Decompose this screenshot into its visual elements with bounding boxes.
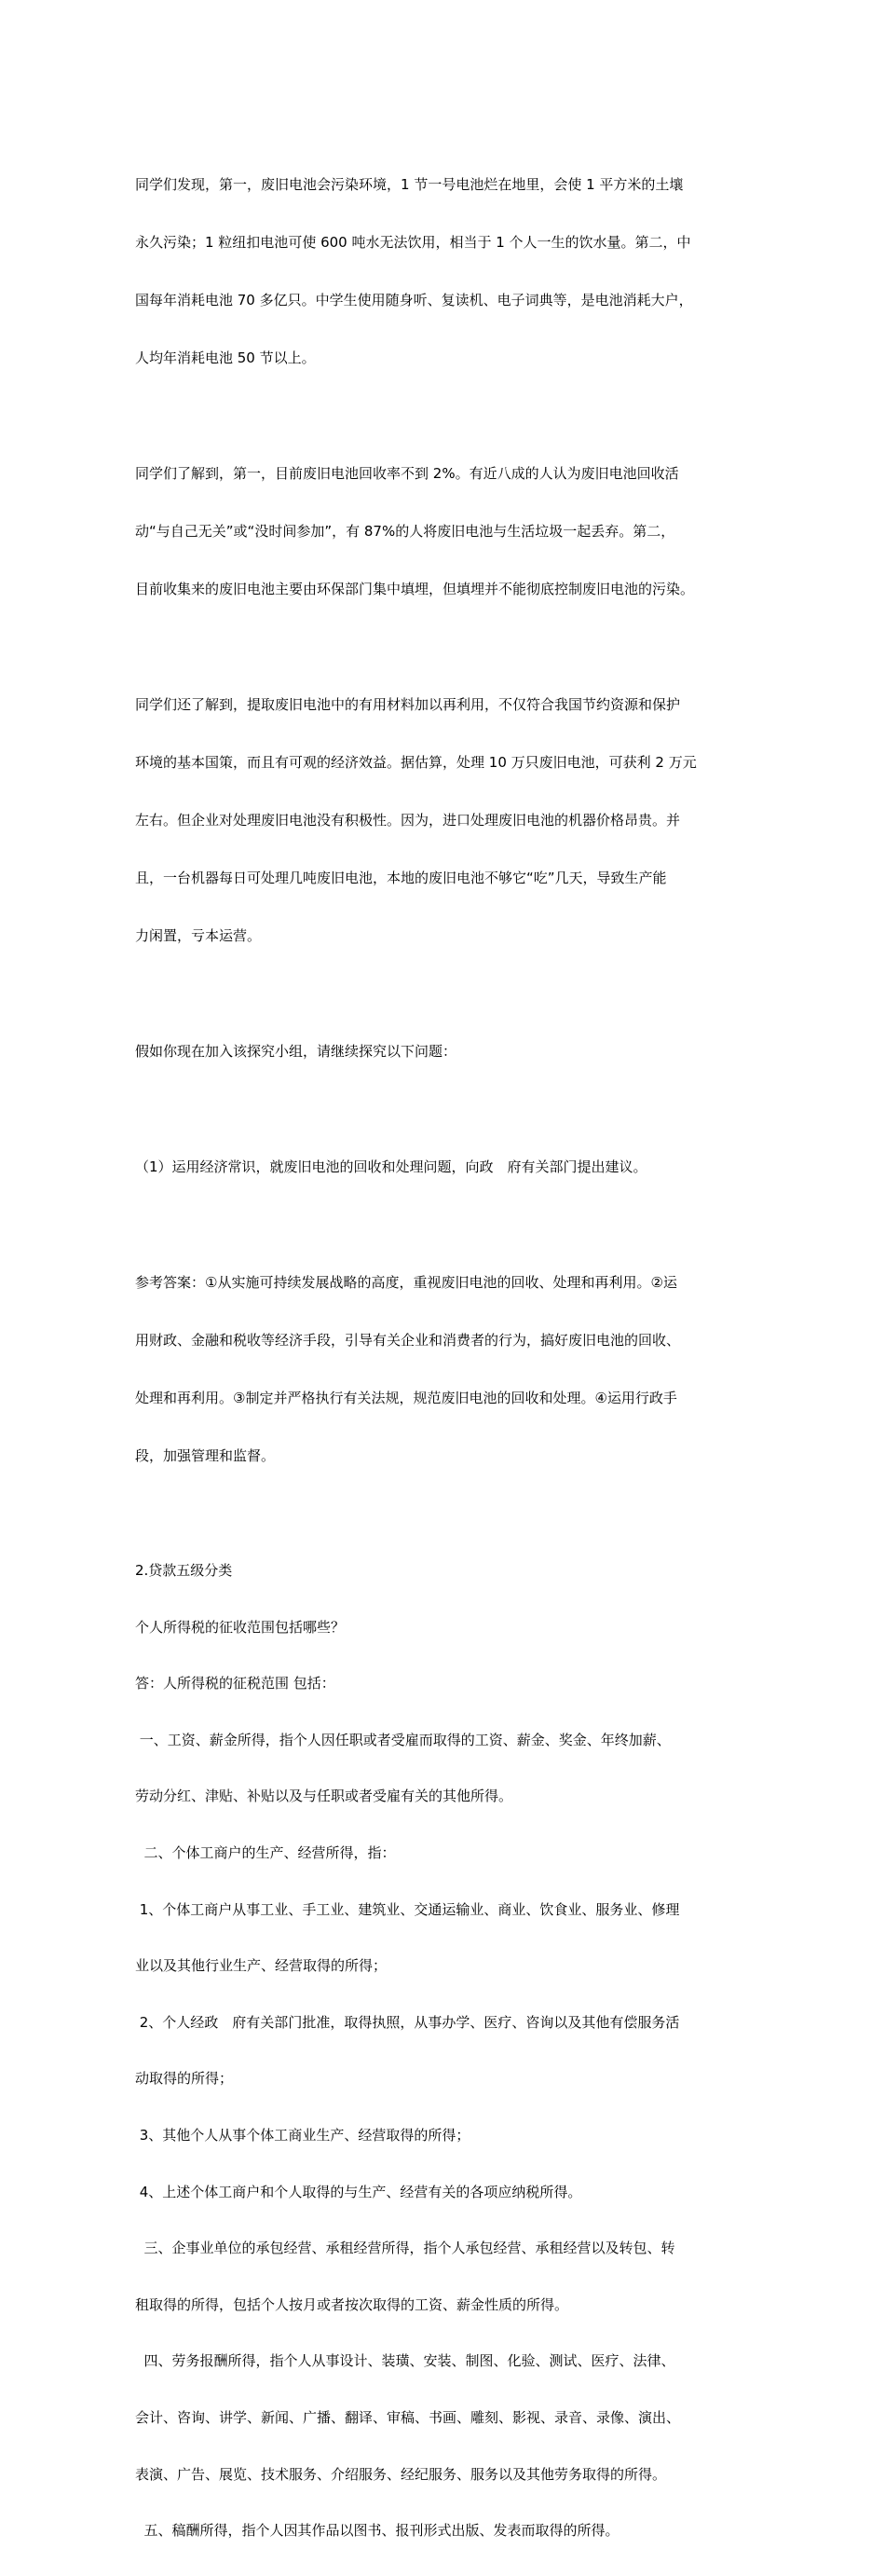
- text-line: 1、个体工商户从事工业、手工业、建筑业、交通运输业、商业、饮食业、服务业、修理: [135, 1900, 680, 1918]
- text-line: 租取得的所得，包括个人按月或者按次取得的工资、薪金性质的所得。: [135, 2295, 569, 2313]
- paragraph-question: [135, 1121, 755, 1213]
- paragraph-recycling-rate: [135, 428, 755, 635]
- text-line: 动取得的所得；: [135, 2070, 234, 2088]
- text-line: 国每年消耗电池 70 多亿只。中学生使用随身听、复读机、电子词典等，是电池消耗大户，: [135, 292, 693, 308]
- text-line: 二、个体工商户的生产、经营所得，指：: [135, 1843, 396, 1861]
- text-line: 4、上述个体工商户和个人取得的与生产、经营有关的各项应纳税所得。: [135, 2183, 582, 2200]
- document-body: [135, 139, 755, 2576]
- text-line: 同学们还了解到，提取废旧电池中的有用材料加以再利用，不仅符合我国节约资源和保护: [135, 696, 681, 713]
- text-line: 3、其他个人从事个体工商业生产、经营取得的所得；: [135, 2126, 470, 2144]
- text-line: 一、工资、薪金所得，指个人因任职或者受雇而取得的工资、薪金、奖金、年终加薪、: [135, 1731, 671, 1748]
- text-line: 环境的基本国策，而且有可观的经济效益。据估算，处理 10 万只废旧电池，可获利 2 万元: [135, 754, 697, 771]
- paragraph-findings: [135, 139, 755, 404]
- text-line: 处理和再利用。③制定并严格执行有关法规，规范废旧电池的回收和处理。④运用行政手: [135, 1390, 677, 1406]
- answer-line: 答：人所得税的征税范围 包括：: [135, 1675, 335, 1692]
- text-line: 用财政、金融和税收等经济手段，引导有关企业和消费者的行为，搞好废旧电池的回收、: [135, 1332, 681, 1349]
- text-line: 表演、广告、展览、技术服务、介绍服务、经纪服务、服务以及其他劳务取得的所得。: [135, 2465, 667, 2483]
- text-line: 力闲置，亏本运营。: [135, 927, 262, 944]
- text-line: 五、稿酬所得，指个人因其作品以图书、报刊形式出版、发表而取得的所得。: [135, 2522, 620, 2540]
- text-line: 假如你现在加入该探究小组，请继续探究以下问题：: [135, 1043, 457, 1060]
- text-line: 左右。但企业对处理废旧电池没有积极性。因为，进口处理废旧电池的机器价格昂贵。并: [135, 812, 681, 829]
- paragraph-prompt: [135, 1006, 755, 1097]
- paragraph-reference-answer: [135, 1237, 755, 1501]
- text-line: 参考答案：①从实施可持续发展战略的高度，重视废旧电池的回收、处理和再利用。②运: [135, 1274, 677, 1291]
- text-line: 会计、咨询、讲学、新闻、广播、翻译、审稿、书画、雕刻、影视、录音、录像、演出、: [135, 2408, 681, 2426]
- question-line: 个人所得税的征收范围包括哪些？: [135, 1618, 346, 1636]
- text-line: 同学们发现，第一，废旧电池会污染环境，1 节一号电池烂在地里，会使 1 平方米的土壤: [135, 176, 684, 193]
- text-line: 业以及其他行业生产、经营取得的所得；: [135, 1957, 388, 1975]
- text-line: 人均年消耗电池 50 节以上。: [135, 349, 316, 366]
- text-line: 且，一台机器每日可处理几吨废旧电池，本地的废旧电池不够它“吃”几天，导致生产能: [135, 870, 667, 886]
- text-line: 2、个人经政 府有关部门批准，取得执照，从事办学、医疗、咨询以及其他有偿服务活: [135, 2013, 680, 2031]
- text-line: 目前收集来的废旧电池主要由环保部门集中填埋，但填埋并不能彻底控制废旧电池的污染。: [135, 581, 695, 597]
- text-line: 三、企事业单位的承包经营、承租经营所得，指个人承包经营、承租经营以及转包、转: [135, 2240, 675, 2257]
- text-line: 段，加强管理和监督。: [135, 1447, 276, 1464]
- section-heading: 2.贷款五级分类: [135, 1562, 233, 1579]
- text-line: 动“与自己无关”或“没时间参加”，有 87%的人将废旧电池与生活垃圾一起丢弃。第二，: [135, 523, 675, 540]
- text-line: 同学们了解到，第一，目前废旧电池回收率不到 2%。有近八成的人认为废旧电池回收活: [135, 465, 679, 482]
- paragraph-reuse: [135, 659, 755, 981]
- text-line: （1）运用经济常识，就废旧电池的回收和处理问题，向政 府有关部门提出建议。: [135, 1158, 647, 1175]
- text-line: 四、劳务报酬所得，指个人从事设计、装璜、安装、制图、化验、测试、医疗、法律、: [135, 2352, 675, 2370]
- section-income-tax: [135, 1526, 755, 2576]
- text-line: 永久污染；1 粒纽扣电池可使 600 吨水无法饮用，相当于 1 个人一生的饮水量。第二，中: [135, 234, 691, 251]
- text-line: 劳动分红、津贴、补贴以及与任职或者受雇有关的其他所得。: [135, 1788, 513, 1805]
